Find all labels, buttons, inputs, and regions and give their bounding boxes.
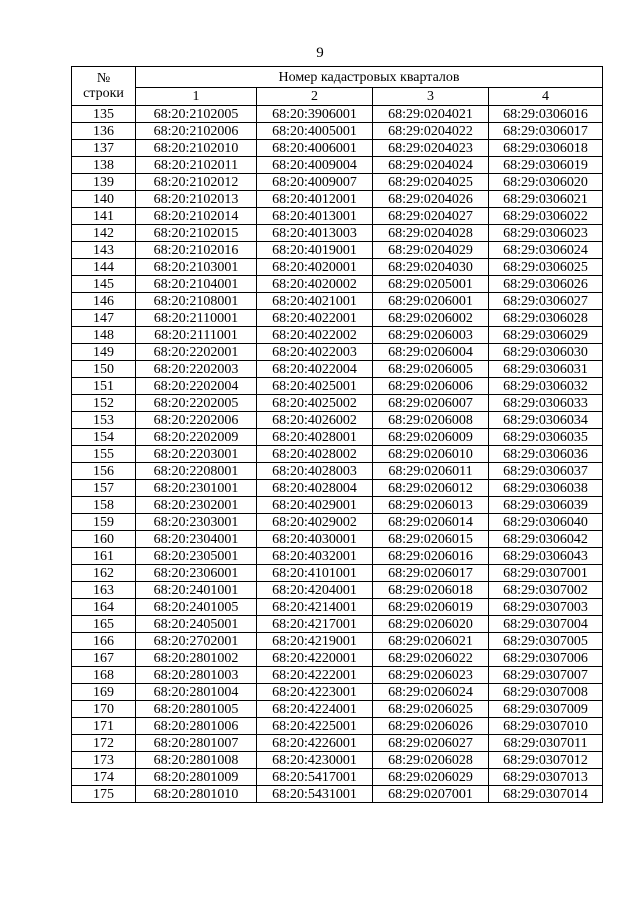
table-row bbox=[72, 786, 603, 803]
row-number-cell: 150 bbox=[72, 361, 136, 378]
cadastral-number-cell: 68:20:2801006 bbox=[136, 718, 257, 735]
table-row bbox=[72, 174, 603, 191]
table-row bbox=[72, 735, 603, 752]
table-row bbox=[72, 752, 603, 769]
cadastral-number-cell: 68:20:4225001 bbox=[257, 718, 373, 735]
cadastral-number-cell: 68:20:4029002 bbox=[257, 514, 373, 531]
cadastral-number-cell: 68:20:4028003 bbox=[257, 463, 373, 480]
cadastral-number-cell: 68:20:4030001 bbox=[257, 531, 373, 548]
cadastral-number-cell: 68:20:2202001 bbox=[136, 344, 257, 361]
cadastral-number-cell: 68:20:2801004 bbox=[136, 684, 257, 701]
table-row bbox=[72, 769, 603, 786]
header-row bbox=[72, 67, 603, 88]
cadastral-number-cell: 68:20:4022004 bbox=[257, 361, 373, 378]
cadastral-number-cell: 68:29:0307008 bbox=[489, 684, 603, 701]
cadastral-number-cell: 68:20:4222001 bbox=[257, 667, 373, 684]
cadastral-number-cell: 68:20:2102014 bbox=[136, 208, 257, 225]
table-row bbox=[72, 565, 603, 582]
cadastral-number-cell: 68:29:0204027 bbox=[373, 208, 489, 225]
cadastral-number-cell: 68:20:2304001 bbox=[136, 531, 257, 548]
row-number-cell: 137 bbox=[72, 140, 136, 157]
cadastral-number-cell: 68:29:0306038 bbox=[489, 480, 603, 497]
cadastral-number-cell: 68:20:2405001 bbox=[136, 616, 257, 633]
cadastral-number-cell: 68:20:2801009 bbox=[136, 769, 257, 786]
column-number: 2 bbox=[257, 88, 373, 106]
cadastral-number-cell: 68:29:0206024 bbox=[373, 684, 489, 701]
cadastral-number-cell: 68:29:0204030 bbox=[373, 259, 489, 276]
cadastral-number-cell: 68:29:0306021 bbox=[489, 191, 603, 208]
table-row bbox=[72, 531, 603, 548]
cadastral-number-cell: 68:20:4224001 bbox=[257, 701, 373, 718]
cadastral-number-cell: 68:20:2102016 bbox=[136, 242, 257, 259]
cadastral-number-cell: 68:29:0206015 bbox=[373, 531, 489, 548]
cadastral-number-cell: 68:29:0206011 bbox=[373, 463, 489, 480]
cadastral-number-cell: 68:20:2801002 bbox=[136, 650, 257, 667]
table-row bbox=[72, 514, 603, 531]
cadastral-number-cell: 68:29:0306020 bbox=[489, 174, 603, 191]
cadastral-number-cell: 68:20:4013001 bbox=[257, 208, 373, 225]
table-row bbox=[72, 497, 603, 514]
cadastral-number-cell: 68:20:4021001 bbox=[257, 293, 373, 310]
cadastral-number-cell: 68:20:2104001 bbox=[136, 276, 257, 293]
table-row bbox=[72, 446, 603, 463]
table-row bbox=[72, 412, 603, 429]
cadastral-number-cell: 68:29:0306030 bbox=[489, 344, 603, 361]
cadastral-number-cell: 68:29:0307013 bbox=[489, 769, 603, 786]
table-row bbox=[72, 718, 603, 735]
cadastral-number-cell: 68:20:2202003 bbox=[136, 361, 257, 378]
table-row bbox=[72, 327, 603, 344]
cadastral-number-cell: 68:29:0204025 bbox=[373, 174, 489, 191]
cadastral-number-cell: 68:29:0207001 bbox=[373, 786, 489, 803]
cadastral-number-cell: 68:29:0206006 bbox=[373, 378, 489, 395]
row-number-cell: 140 bbox=[72, 191, 136, 208]
cadastral-number-cell: 68:29:0206026 bbox=[373, 718, 489, 735]
column-number: 4 bbox=[489, 88, 603, 106]
cadastral-number-cell: 68:29:0306037 bbox=[489, 463, 603, 480]
cadastral-number-cell: 68:29:0306029 bbox=[489, 327, 603, 344]
cadastral-number-cell: 68:20:4028002 bbox=[257, 446, 373, 463]
cadastral-number-cell: 68:29:0206017 bbox=[373, 565, 489, 582]
cadastral-number-cell: 68:20:2102011 bbox=[136, 157, 257, 174]
cadastral-number-cell: 68:29:0307014 bbox=[489, 786, 603, 803]
cadastral-number-cell: 68:29:0204022 bbox=[373, 123, 489, 140]
cadastral-number-cell: 68:20:5431001 bbox=[257, 786, 373, 803]
cadastral-number-cell: 68:20:4009007 bbox=[257, 174, 373, 191]
row-number-cell: 136 bbox=[72, 123, 136, 140]
cadastral-number-cell: 68:29:0307005 bbox=[489, 633, 603, 650]
cadastral-number-cell: 68:29:0306023 bbox=[489, 225, 603, 242]
cadastral-number-cell: 68:29:0307007 bbox=[489, 667, 603, 684]
table-row bbox=[72, 599, 603, 616]
row-number-cell: 169 bbox=[72, 684, 136, 701]
cadastral-number-cell: 68:29:0206028 bbox=[373, 752, 489, 769]
cadastral-number-cell: 68:20:4220001 bbox=[257, 650, 373, 667]
cadastral-number-cell: 68:29:0306019 bbox=[489, 157, 603, 174]
cadastral-number-cell: 68:29:0307011 bbox=[489, 735, 603, 752]
cadastral-number-cell: 68:20:2202006 bbox=[136, 412, 257, 429]
row-number-cell: 141 bbox=[72, 208, 136, 225]
cadastral-number-cell: 68:29:0306036 bbox=[489, 446, 603, 463]
cadastral-number-cell: 68:20:4022002 bbox=[257, 327, 373, 344]
cadastral-number-cell: 68:29:0306024 bbox=[489, 242, 603, 259]
table-row bbox=[72, 701, 603, 718]
table-row bbox=[72, 667, 603, 684]
cadastral-number-cell: 68:29:0306042 bbox=[489, 531, 603, 548]
row-number-cell: 171 bbox=[72, 718, 136, 735]
cadastral-number-cell: 68:20:4025001 bbox=[257, 378, 373, 395]
row-number-header-word: строки bbox=[83, 86, 124, 101]
row-number-cell: 164 bbox=[72, 599, 136, 616]
cadastral-number-cell: 68:29:0306033 bbox=[489, 395, 603, 412]
table-row bbox=[72, 616, 603, 633]
row-number-cell: 159 bbox=[72, 514, 136, 531]
table-row bbox=[72, 242, 603, 259]
cadastral-number-cell: 68:29:0206010 bbox=[373, 446, 489, 463]
cadastral-number-cell: 68:29:0306040 bbox=[489, 514, 603, 531]
cadastral-number-cell: 68:29:0206012 bbox=[373, 480, 489, 497]
page-number: 9 bbox=[316, 45, 324, 61]
row-number-cell: 138 bbox=[72, 157, 136, 174]
cadastral-number-cell: 68:29:0307004 bbox=[489, 616, 603, 633]
cadastral-number-cell: 68:29:0306039 bbox=[489, 497, 603, 514]
row-number-header bbox=[72, 67, 136, 106]
cadastral-number-cell: 68:29:0306032 bbox=[489, 378, 603, 395]
cadastral-number-cell: 68:29:0206027 bbox=[373, 735, 489, 752]
table-row bbox=[72, 276, 603, 293]
cadastral-number-cell: 68:20:2202005 bbox=[136, 395, 257, 412]
cadastral-number-cell: 68:20:2108001 bbox=[136, 293, 257, 310]
cadastral-number-cell: 68:29:0206016 bbox=[373, 548, 489, 565]
cadastral-number-cell: 68:29:0206009 bbox=[373, 429, 489, 446]
cadastral-number-cell: 68:29:0306034 bbox=[489, 412, 603, 429]
cadastral-number-cell: 68:20:4012001 bbox=[257, 191, 373, 208]
row-number-cell: 175 bbox=[72, 786, 136, 803]
cadastral-number-cell: 68:29:0306028 bbox=[489, 310, 603, 327]
cadastral-number-cell: 68:20:2102006 bbox=[136, 123, 257, 140]
cadastral-number-cell: 68:29:0306025 bbox=[489, 259, 603, 276]
cadastral-number-cell: 68:29:0204028 bbox=[373, 225, 489, 242]
column-number: 1 bbox=[136, 88, 257, 106]
cadastral-number-cell: 68:29:0204024 bbox=[373, 157, 489, 174]
table-row bbox=[72, 684, 603, 701]
cadastral-number-cell: 68:29:0206007 bbox=[373, 395, 489, 412]
table-row bbox=[72, 395, 603, 412]
cadastral-number-cell: 68:29:0306022 bbox=[489, 208, 603, 225]
cadastral-number-cell: 68:29:0206014 bbox=[373, 514, 489, 531]
cadastral-number-cell: 68:29:0206025 bbox=[373, 701, 489, 718]
table-row bbox=[72, 140, 603, 157]
row-number-cell: 160 bbox=[72, 531, 136, 548]
cadastral-number-cell: 68:29:0204029 bbox=[373, 242, 489, 259]
table-row bbox=[72, 463, 603, 480]
cadastral-number-cell: 68:20:4006001 bbox=[257, 140, 373, 157]
row-number-cell: 145 bbox=[72, 276, 136, 293]
table-row bbox=[72, 225, 603, 242]
cadastral-number-cell: 68:29:0307012 bbox=[489, 752, 603, 769]
row-number-cell: 135 bbox=[72, 106, 136, 123]
cadastral-number-cell: 68:20:2102005 bbox=[136, 106, 257, 123]
cadastral-number-cell: 68:20:2401001 bbox=[136, 582, 257, 599]
row-number-cell: 170 bbox=[72, 701, 136, 718]
cadastral-number-cell: 68:20:4020002 bbox=[257, 276, 373, 293]
cadastral-number-cell: 68:20:4214001 bbox=[257, 599, 373, 616]
table-body bbox=[72, 106, 603, 803]
cadastral-number-cell: 68:20:4028004 bbox=[257, 480, 373, 497]
table-row bbox=[72, 293, 603, 310]
cadastral-number-cell: 68:20:2306001 bbox=[136, 565, 257, 582]
cadastral-number-cell: 68:20:2301001 bbox=[136, 480, 257, 497]
cadastral-number-cell: 68:29:0204021 bbox=[373, 106, 489, 123]
table-row bbox=[72, 361, 603, 378]
cadastral-number-cell: 68:29:0306016 bbox=[489, 106, 603, 123]
table-row bbox=[72, 259, 603, 276]
cadastral-number-cell: 68:29:0206021 bbox=[373, 633, 489, 650]
row-number-cell: 166 bbox=[72, 633, 136, 650]
cadastral-number-cell: 68:20:2801003 bbox=[136, 667, 257, 684]
cadastral-number-cell: 68:29:0204026 bbox=[373, 191, 489, 208]
cadastral-number-cell: 68:29:0306017 bbox=[489, 123, 603, 140]
cadastral-number-cell: 68:29:0307001 bbox=[489, 565, 603, 582]
cadastral-number-cell: 68:20:4022001 bbox=[257, 310, 373, 327]
cadastral-number-cell: 68:20:2102012 bbox=[136, 174, 257, 191]
row-number-cell: 158 bbox=[72, 497, 136, 514]
row-number-cell: 144 bbox=[72, 259, 136, 276]
cadastral-number-cell: 68:20:4026002 bbox=[257, 412, 373, 429]
cadastral-number-cell: 68:29:0306043 bbox=[489, 548, 603, 565]
cadastral-number-cell: 68:29:0204023 bbox=[373, 140, 489, 157]
cadastral-number-cell: 68:29:0307009 bbox=[489, 701, 603, 718]
cadastral-number-cell: 68:20:2203001 bbox=[136, 446, 257, 463]
row-number-cell: 142 bbox=[72, 225, 136, 242]
cadastral-number-cell: 68:20:4013003 bbox=[257, 225, 373, 242]
row-number-cell: 172 bbox=[72, 735, 136, 752]
cadastral-number-cell: 68:20:2401005 bbox=[136, 599, 257, 616]
cadastral-number-cell: 68:29:0206019 bbox=[373, 599, 489, 616]
cadastral-number-cell: 68:29:0206013 bbox=[373, 497, 489, 514]
cadastral-number-cell: 68:20:2801007 bbox=[136, 735, 257, 752]
row-number-cell: 157 bbox=[72, 480, 136, 497]
cadastral-number-cell: 68:20:4022003 bbox=[257, 344, 373, 361]
row-number-cell: 155 bbox=[72, 446, 136, 463]
cadastral-number-cell: 68:29:0306035 bbox=[489, 429, 603, 446]
row-number-cell: 147 bbox=[72, 310, 136, 327]
cadastral-number-cell: 68:20:2102013 bbox=[136, 191, 257, 208]
row-number-cell: 148 bbox=[72, 327, 136, 344]
table-row bbox=[72, 157, 603, 174]
cadastral-number-cell: 68:20:2801008 bbox=[136, 752, 257, 769]
cadastral-number-cell: 68:29:0206008 bbox=[373, 412, 489, 429]
cadastral-number-cell: 68:20:2208001 bbox=[136, 463, 257, 480]
cadastral-number-cell: 68:20:2801005 bbox=[136, 701, 257, 718]
cadastral-number-cell: 68:29:0206001 bbox=[373, 293, 489, 310]
table-row bbox=[72, 480, 603, 497]
cadastral-number-cell: 68:20:4223001 bbox=[257, 684, 373, 701]
cadastral-quarters-table bbox=[71, 66, 603, 803]
table-row bbox=[72, 582, 603, 599]
cadastral-number-cell: 68:29:0206023 bbox=[373, 667, 489, 684]
cadastral-number-cell: 68:20:2305001 bbox=[136, 548, 257, 565]
table-row bbox=[72, 650, 603, 667]
cadastral-number-cell: 68:20:4020001 bbox=[257, 259, 373, 276]
cadastral-number-cell: 68:20:4101001 bbox=[257, 565, 373, 582]
cadastral-number-cell: 68:29:0306026 bbox=[489, 276, 603, 293]
row-number-cell: 139 bbox=[72, 174, 136, 191]
table-header bbox=[72, 67, 603, 106]
cadastral-number-cell: 68:20:2702001 bbox=[136, 633, 257, 650]
table-row bbox=[72, 191, 603, 208]
cadastral-number-cell: 68:20:2102010 bbox=[136, 140, 257, 157]
cadastral-number-cell: 68:20:4025002 bbox=[257, 395, 373, 412]
cadastral-number-cell: 68:29:0205001 bbox=[373, 276, 489, 293]
row-number-cell: 156 bbox=[72, 463, 136, 480]
cadastral-number-cell: 68:29:0206004 bbox=[373, 344, 489, 361]
cadastral-number-cell: 68:29:0306027 bbox=[489, 293, 603, 310]
row-number-cell: 152 bbox=[72, 395, 136, 412]
column-number: 3 bbox=[373, 88, 489, 106]
cadastral-number-cell: 68:20:4217001 bbox=[257, 616, 373, 633]
cadastral-number-cell: 68:20:2202009 bbox=[136, 429, 257, 446]
cadastral-number-cell: 68:20:2202004 bbox=[136, 378, 257, 395]
table-row bbox=[72, 378, 603, 395]
cadastral-number-cell: 68:20:4032001 bbox=[257, 548, 373, 565]
row-number-cell: 168 bbox=[72, 667, 136, 684]
row-number-cell: 163 bbox=[72, 582, 136, 599]
cadastral-number-cell: 68:29:0206003 bbox=[373, 327, 489, 344]
cadastral-number-cell: 68:20:2110001 bbox=[136, 310, 257, 327]
cadastral-number-cell: 68:29:0206002 bbox=[373, 310, 489, 327]
cadastral-number-cell: 68:20:4028001 bbox=[257, 429, 373, 446]
row-number-header-symbol: № bbox=[96, 71, 111, 86]
row-number-cell: 154 bbox=[72, 429, 136, 446]
table-row bbox=[72, 208, 603, 225]
cadastral-number-cell: 68:29:0206020 bbox=[373, 616, 489, 633]
row-number-cell: 146 bbox=[72, 293, 136, 310]
cadastral-number-cell: 68:20:4009004 bbox=[257, 157, 373, 174]
table-row bbox=[72, 548, 603, 565]
row-number-cell: 153 bbox=[72, 412, 136, 429]
column-numbers-row bbox=[72, 88, 603, 106]
cadastral-number-cell: 68:29:0307002 bbox=[489, 582, 603, 599]
cadastral-number-cell: 68:20:2102015 bbox=[136, 225, 257, 242]
cadastral-numbers-header: Номер кадастровых кварталов bbox=[136, 67, 603, 88]
cadastral-number-cell: 68:20:2302001 bbox=[136, 497, 257, 514]
cadastral-number-cell: 68:20:4219001 bbox=[257, 633, 373, 650]
row-number-cell: 167 bbox=[72, 650, 136, 667]
cadastral-number-cell: 68:20:4029001 bbox=[257, 497, 373, 514]
row-number-cell: 151 bbox=[72, 378, 136, 395]
row-number-cell: 143 bbox=[72, 242, 136, 259]
cadastral-number-cell: 68:20:4226001 bbox=[257, 735, 373, 752]
cadastral-number-cell: 68:29:0206029 bbox=[373, 769, 489, 786]
cadastral-number-cell: 68:20:5417001 bbox=[257, 769, 373, 786]
row-number-cell: 162 bbox=[72, 565, 136, 582]
cadastral-number-cell: 68:20:4019001 bbox=[257, 242, 373, 259]
row-number-cell: 149 bbox=[72, 344, 136, 361]
cadastral-number-cell: 68:20:4204001 bbox=[257, 582, 373, 599]
row-number-cell: 173 bbox=[72, 752, 136, 769]
cadastral-number-cell: 68:20:2801010 bbox=[136, 786, 257, 803]
cadastral-number-cell: 68:29:0306031 bbox=[489, 361, 603, 378]
cadastral-number-cell: 68:29:0307006 bbox=[489, 650, 603, 667]
cadastral-number-cell: 68:20:2111001 bbox=[136, 327, 257, 344]
cadastral-number-cell: 68:29:0206005 bbox=[373, 361, 489, 378]
cadastral-number-cell: 68:29:0306018 bbox=[489, 140, 603, 157]
cadastral-number-cell: 68:20:4005001 bbox=[257, 123, 373, 140]
table-row bbox=[72, 123, 603, 140]
cadastral-number-cell: 68:20:2103001 bbox=[136, 259, 257, 276]
cadastral-number-cell: 68:29:0307003 bbox=[489, 599, 603, 616]
table-row bbox=[72, 106, 603, 123]
table-row bbox=[72, 310, 603, 327]
table-row bbox=[72, 633, 603, 650]
cadastral-number-cell: 68:20:3906001 bbox=[257, 106, 373, 123]
table-row bbox=[72, 344, 603, 361]
row-number-cell: 165 bbox=[72, 616, 136, 633]
row-number-cell: 174 bbox=[72, 769, 136, 786]
cadastral-number-cell: 68:29:0307010 bbox=[489, 718, 603, 735]
table-row bbox=[72, 429, 603, 446]
cadastral-number-cell: 68:20:2303001 bbox=[136, 514, 257, 531]
cadastral-number-cell: 68:29:0206018 bbox=[373, 582, 489, 599]
cadastral-number-cell: 68:29:0206022 bbox=[373, 650, 489, 667]
row-number-cell: 161 bbox=[72, 548, 136, 565]
cadastral-number-cell: 68:20:4230001 bbox=[257, 752, 373, 769]
